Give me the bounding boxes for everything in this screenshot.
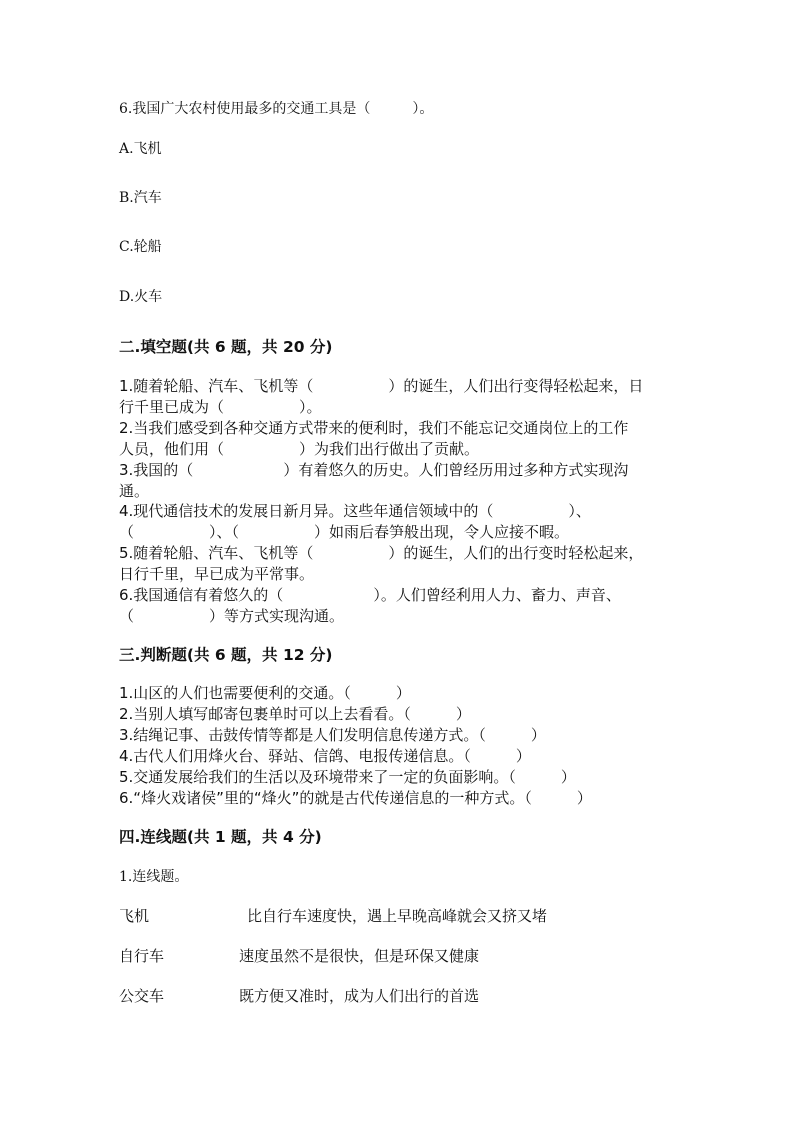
section3-line: 2.当别人填写邮寄包裹单时可以上去看看。（ ） [119,705,471,723]
section3-heading: 三.判断题(共 6 题，共 12 分) [119,646,333,664]
match-left-item: 飞机 [119,907,150,925]
match-right-item: 速度虽然不是很快，但是环保又健康 [239,947,480,965]
match-left-item: 自行车 [119,947,165,965]
section2-line: 1.随着轮船、汽车、飞机等（ ）的诞生，人们出行变得轻松起来，日 [119,377,644,395]
section3-line: 3.结绳记事、击鼓传情等都是人们发明信息传递方式。（ ） [119,726,546,744]
match-right-item: 比自行车速度快，遇上早晚高峰就会又挤又堵 [247,907,548,925]
match-left-item: 公交车 [119,987,165,1005]
section2-line: 通。 [119,482,150,500]
section2-line: 6.我国通信有着悠久的（ ）。人们曾经利用人力、畜力、声音、 [119,586,621,604]
section2-line: 4.现代通信技术的发展日新月异。这些年通信领域中的（ ）、 [119,502,591,520]
match-right-item: 既方便又准时，成为人们出行的首选 [239,987,480,1005]
section3-line: 6.“烽火戏诸侯”里的“烽火”的就是古代传递信息的一种方式。（ ） [119,789,592,807]
section2-heading: 二.填空题(共 6 题，共 20 分) [119,338,333,356]
section4-question: 1.连线题。 [119,869,189,885]
section2-line: 2.当我们感受到各种交通方式带来的便利时，我们不能忘记交通岗位上的工作 [119,419,629,437]
section3-line: 4.古代人们用烽火台、驿站、信鸽、电报传递信息。（ ） [119,747,531,765]
q6-option-b: B.汽车 [119,190,162,206]
section2-line: 3.我国的（ ）有着悠久的历史。人们曾经历用过多种方式实现沟 [119,461,629,479]
section2-line: （ ）等方式实现沟通。 [119,607,345,625]
section2-line: 日行千里，早已成为平常事。 [119,565,315,583]
section4-heading: 四.连线题(共 1 题，共 4 分) [119,828,322,846]
section2-line: （ ）、（ ）如雨后春笋般出现，令人应接不暇。 [119,523,570,541]
section3-line: 5.交通发展给我们的生活以及环境带来了一定的负面影响。（ ） [119,768,576,786]
section3-line: 1.山区的人们也需要便利的交通。（ ） [119,684,411,702]
section2-line: 人员，他们用（ ）为我们出行做出了贡献。 [119,440,480,458]
q6-option-c: C.轮船 [119,239,162,255]
q6-question: 6.我国广大农村使用最多的交通工具是（ ）。 [119,101,434,117]
section2-line: 5.随着轮船、汽车、飞机等（ ）的诞生，人们的出行变时轻松起来， [119,544,644,562]
q6-option-d: D.火车 [119,289,163,305]
q6-option-a: A.飞机 [119,141,162,157]
section2-line: 行千里已成为（ ）。 [119,398,322,416]
